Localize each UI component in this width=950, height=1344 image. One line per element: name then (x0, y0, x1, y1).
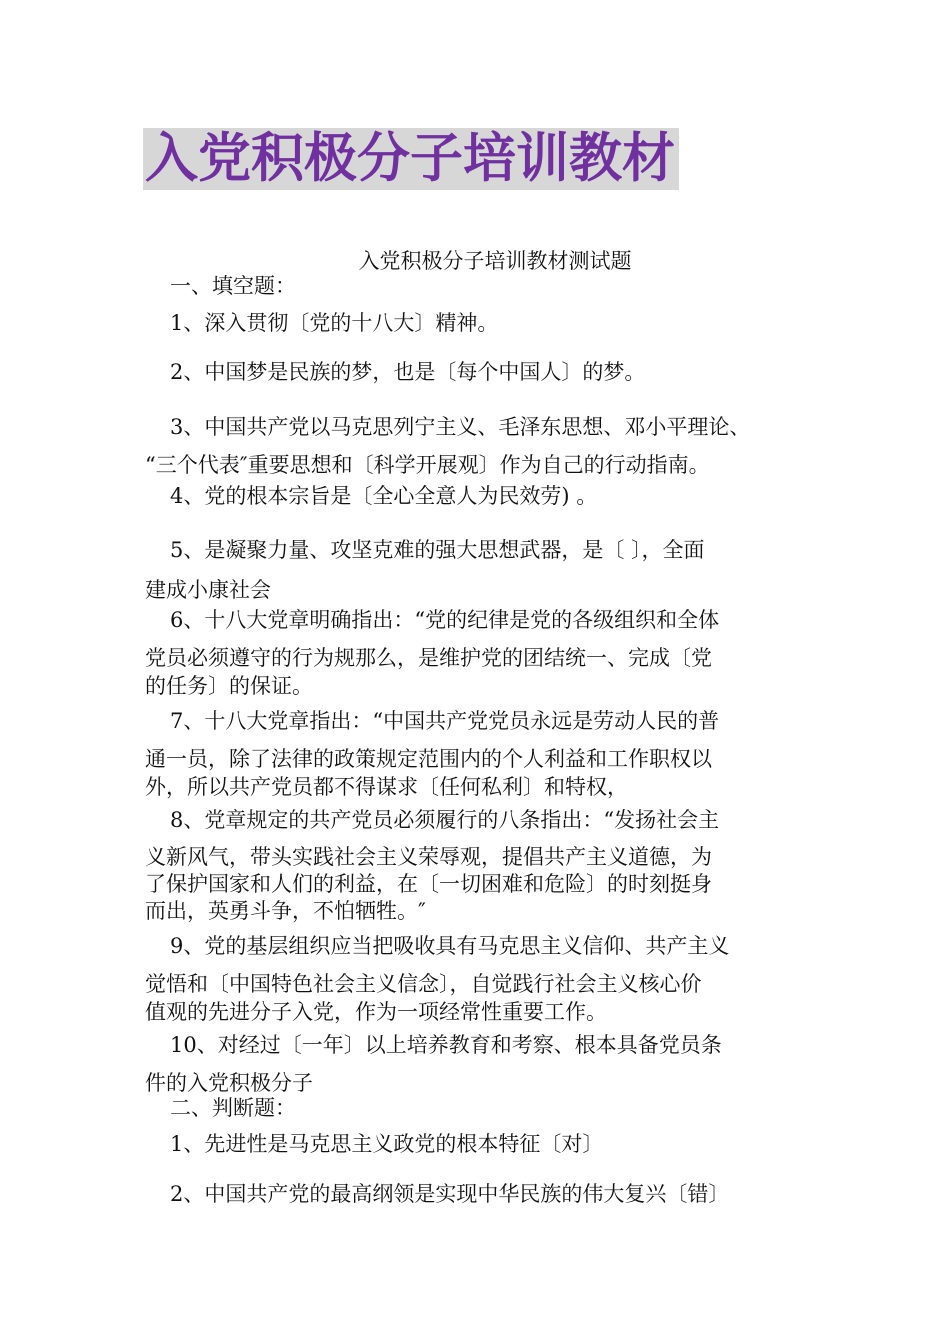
question-line: 2、中国共产党的最高纲领是实现中华民族的伟大复兴〔错〕 (170, 1182, 730, 1206)
question-line: 1、先进性是马克思主义政党的根本特征〔对〕 (170, 1132, 604, 1156)
question-line: 1、深入贯彻〔党的十八大〕精神。 (170, 311, 499, 335)
question-line: 7、十八大党章指出：“中国共产党党员永远是劳动人民的普 (170, 709, 720, 733)
question-line: 觉悟和〔中国特色社会主义信念〕，自觉践行社会主义核心价 (145, 972, 702, 996)
question-line: 党员必须遵守的行为规那么，是维护党的团结统一、完成〔党 (145, 646, 712, 670)
question-line: “三个代表″重要思想和〔科学开展观〕作为自己的行动指南。 (145, 453, 710, 477)
question-2 (145, 358, 810, 386)
question-6 (145, 606, 810, 700)
question-line: 建成小康社会 (145, 578, 271, 602)
question-line: 5、是凝聚力量、攻坚克难的强大思想武器，是〔 〕，全面 (170, 538, 705, 562)
question-line: 的任务〕的保证。 (145, 674, 313, 698)
question-5 (145, 530, 810, 610)
question-9 (145, 932, 810, 1026)
section-heading-fill-blank: 一、填空题： (170, 274, 296, 298)
section-heading-true-false: 二、判断题： (170, 1096, 296, 1120)
question-line: 8、党章规定的共产党员必须履行的八条指出：“发扬社会主 (170, 808, 720, 832)
question-8 (145, 807, 810, 925)
question-line: 通一员，除了法律的政策规定范围内的个人利益和工作职权以 (145, 747, 712, 771)
tf-question-2 (145, 1180, 810, 1208)
question-3 (145, 408, 810, 484)
question-line: 2、中国梦是民族的梦，也是〔每个中国人〕的梦。 (170, 360, 646, 384)
question-line: 6、十八大党章明确指出：“党的纪律是党的各级组织和全体 (170, 608, 720, 632)
question-4 (145, 482, 810, 510)
question-line: 义新风气，带头实践社会主义荣辱观，提倡共产主义道德，为 (145, 845, 712, 869)
question-1 (145, 309, 810, 337)
document-title: 入党积极分子培训教材 (143, 128, 679, 190)
question-line: 了保护国家和人们的利益，在〔一切困难和危险〕的时刻挺身 (145, 872, 712, 896)
question-line: 而出，英勇斗争，不怕牺牲。″ (145, 899, 426, 923)
question-line: 外，所以共产党员都不得谋求〔任何私利〕和特权， (145, 775, 628, 799)
question-7 (145, 707, 810, 801)
question-line: 10、对经过〔一年〕以上培养教育和考察、根本具备党员条 (170, 1033, 722, 1057)
tf-question-1 (145, 1130, 810, 1158)
question-line: 值观的先进分子入党，作为一项经常性重要工作。 (145, 1000, 607, 1024)
question-line: 9、党的基层组织应当把吸收具有马克思主义信仰、共产主义 (170, 934, 730, 958)
question-line: 3、中国共产党以马克思列宁主义、毛泽东思想、邓小平理论、 (170, 415, 751, 439)
document-subtitle: 入党积极分子培训教材测试题 (358, 249, 632, 273)
question-line: 件的入党积极分子 (145, 1071, 313, 1095)
question-10 (145, 1031, 810, 1097)
question-line: 4、党的根本宗旨是〔全心全意人为民效劳) 。 (170, 484, 598, 508)
